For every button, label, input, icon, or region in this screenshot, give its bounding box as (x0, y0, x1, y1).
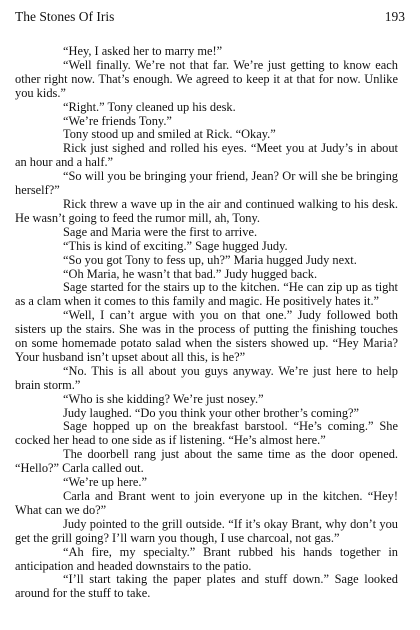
paragraph: Sage hopped up on the breakfast barstool. “He’s coming.” She cocked her head to one side as if listening. “He’s almost here.” (15, 419, 398, 448)
paragraph: “Well, I can’t argue with you on that one.” Judy followed both sisters up the stairs. She was in the process of putting the finishing touches on some homemade potato salad when the sisters showed up. “Hey Maria? Your husband isn’t upset about all this, is he?” (15, 308, 398, 364)
paragraph: “So you got Tony to fess up, uh?” Maria hugged Judy next. (63, 252, 357, 267)
body-text (15, 45, 398, 601)
paragraph: Tony stood up and smiled at Rick. “Okay.” (63, 127, 276, 142)
paragraph: “We’re friends Tony.” (63, 113, 172, 128)
paragraph: “This is kind of exciting.” Sage hugged Judy. (63, 238, 288, 253)
paragraph: “Ah fire, my specialty.” Brant rubbed his hands together in anticipation and headed downstairs to the patio. (15, 544, 398, 573)
paragraph: “Right.” Tony cleaned up his desk. (63, 99, 236, 114)
page-number: 193 (384, 9, 405, 24)
paragraph: Sage and Maria were the first to arrive. (63, 224, 258, 239)
paragraph: Judy pointed to the grill outside. “If it’s okay Brant, why don’t you get the grill going? I’ll warn you though, I use charcoal, not gas.” (15, 516, 398, 545)
paragraph: “Oh Maria, he wasn’t that bad.” Judy hugged back. (63, 266, 318, 281)
paragraph: Rick threw a wave up in the air and continued walking to his desk. He wasn’t going to feed the rumor mill, ah, Tony. (15, 196, 398, 225)
running-header (15, 9, 405, 25)
paragraph: Rick just sighed and rolled his eyes. “Meet you at Judy’s in about an hour and a half.” (15, 141, 398, 170)
paragraph: “Who is she kidding? We’re just nosey.” (63, 391, 264, 406)
paragraph: “So will you be bringing your friend, Jean? Or will she be bringing herself?” (15, 169, 398, 198)
paragraph: The doorbell rang just about the same time as the door opened. “Hello?” Carla called out. (15, 447, 398, 476)
paragraph: Carla and Brant went to join everyone up in the kitchen. “Hey! What can we do?” (15, 489, 398, 517)
book-title: The Stones Of Iris (15, 9, 115, 24)
paragraph: “We’re up here.” (63, 475, 147, 490)
paragraph: “Well finally. We’re not that far. We’re just getting to know each other right now. That’s enough. We agreed to keep it at that for now. Unlike you kids.” (15, 57, 398, 100)
paragraph: Sage started for the stairs up to the kitchen. “He can zip up as tight as a clam when it comes to this family and magic. He positively hates it.” (15, 280, 398, 309)
paragraph: “Hey, I asked her to marry me!” (63, 44, 223, 58)
paragraph: “No. This is all about you guys anyway. We’re just here to help brain storm.” (15, 363, 398, 392)
paragraph: Judy laughed. “Do you think your other brother’s coming?” (63, 405, 360, 420)
paragraph: “I’ll start taking the paper plates and stuff down.” Sage looked around for the stuff to take. (15, 572, 398, 601)
